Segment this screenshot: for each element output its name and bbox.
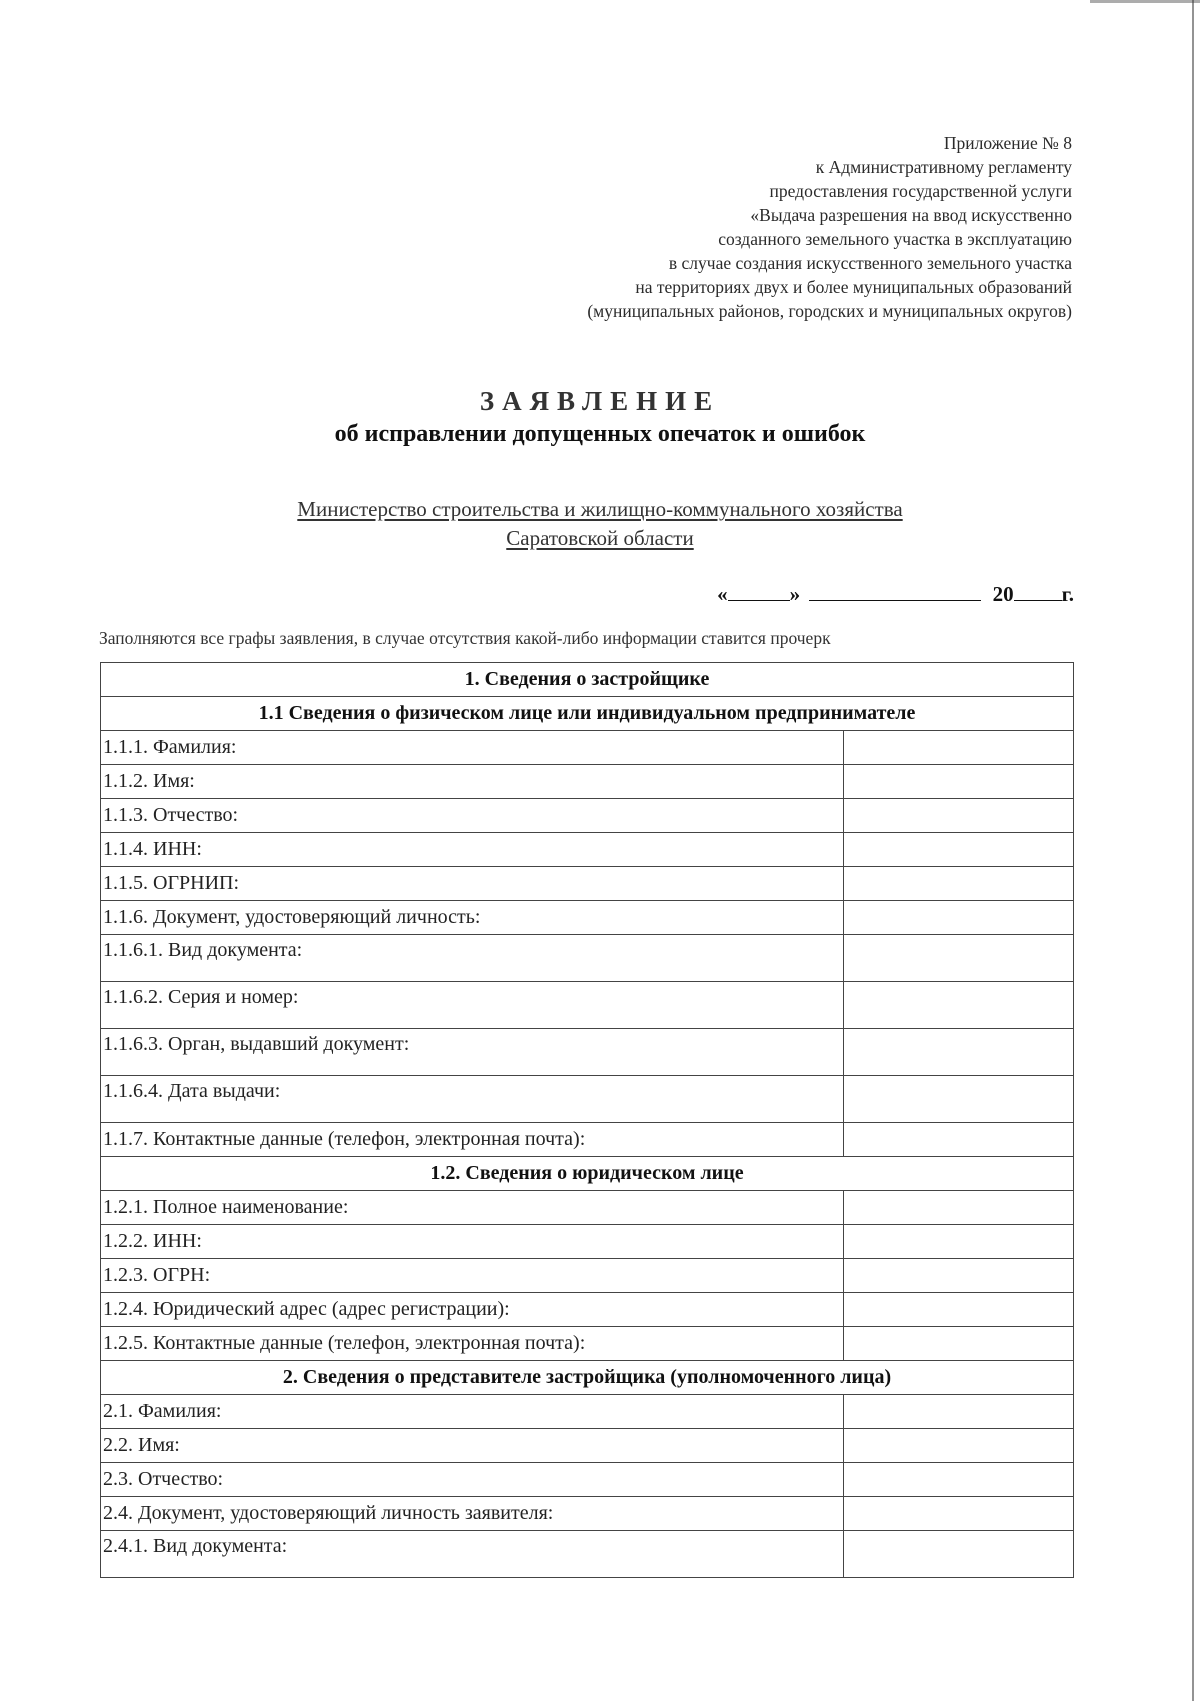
section-header-row — [101, 697, 1074, 731]
field-label: 1.1.6.4. Дата выдачи: — [101, 1076, 844, 1123]
table-row — [101, 935, 1074, 982]
date-line — [717, 582, 1074, 607]
table-row — [101, 901, 1074, 935]
field-value-cell[interactable] — [844, 1259, 1074, 1293]
field-value-cell[interactable] — [844, 1123, 1074, 1157]
field-value-cell[interactable] — [844, 765, 1074, 799]
field-label: 1.2.3. ОГРН: — [101, 1259, 844, 1293]
table-row — [101, 1225, 1074, 1259]
year-blank[interactable] — [1014, 582, 1062, 601]
field-label: 1.2.5. Контактные данные (телефон, электронная почта): — [101, 1327, 844, 1361]
table-row — [101, 1327, 1074, 1361]
table-row — [101, 1293, 1074, 1327]
appendix-line: в случае создания искусственного земельного участка — [668, 253, 1072, 273]
field-value-cell[interactable] — [844, 867, 1074, 901]
field-label: 1.1.1. Фамилия: — [101, 731, 844, 765]
table-row — [101, 1029, 1074, 1076]
section-1-title: 1. Сведения о застройщике — [101, 663, 1074, 697]
field-label: 1.1.2. Имя: — [101, 765, 844, 799]
table-row — [101, 1463, 1074, 1497]
field-label: 1.1.3. Отчество: — [101, 799, 844, 833]
field-label: 2.1. Фамилия: — [101, 1395, 844, 1429]
field-value-cell[interactable] — [844, 1327, 1074, 1361]
table-row — [101, 1395, 1074, 1429]
field-label: 1.1.5. ОГРНИП: — [101, 867, 844, 901]
section-1-1-title: 1.1 Сведения о физическом лице или индивидуальном предпринимателе — [101, 697, 1074, 731]
field-label: 1.2.2. ИНН: — [101, 1225, 844, 1259]
field-label: 1.1.6.2. Серия и номер: — [101, 982, 844, 1029]
field-value-cell[interactable] — [844, 1429, 1074, 1463]
field-value-cell[interactable] — [844, 901, 1074, 935]
table-row — [101, 982, 1074, 1029]
field-label: 1.1.7. Контактные данные (телефон, электронная почта): — [101, 1123, 844, 1157]
appendix-line: на территориях двух и более муниципальных образований — [635, 277, 1072, 297]
year-suffix: г. — [1061, 582, 1074, 606]
field-value-cell[interactable] — [844, 1293, 1074, 1327]
field-value-cell[interactable] — [844, 731, 1074, 765]
field-value-cell[interactable] — [844, 1497, 1074, 1531]
scan-edge-top — [1090, 0, 1200, 3]
field-label: 2.2. Имя: — [101, 1429, 844, 1463]
appendix-line: к Административному регламенту — [815, 157, 1072, 177]
field-value-cell[interactable] — [844, 799, 1074, 833]
field-value-cell[interactable] — [844, 935, 1074, 982]
day-blank[interactable] — [728, 582, 790, 601]
field-value-cell[interactable] — [844, 1531, 1074, 1578]
table-row — [101, 833, 1074, 867]
recipient-line-2: Саратовской области — [506, 526, 694, 550]
table-row — [101, 867, 1074, 901]
field-value-cell[interactable] — [844, 1076, 1074, 1123]
field-value-cell[interactable] — [844, 833, 1074, 867]
section-2-title: 2. Сведения о представителе застройщика (уполномоченного лица) — [101, 1361, 1074, 1395]
appendix-line: созданного земельного участка в эксплуатацию — [718, 229, 1072, 249]
table-row — [101, 1191, 1074, 1225]
field-label: 2.3. Отчество: — [101, 1463, 844, 1497]
date-close-quote: » — [789, 582, 801, 606]
appendix-line: предоставления государственной услуги — [769, 181, 1072, 201]
field-value-cell[interactable] — [844, 1395, 1074, 1429]
field-value-cell[interactable] — [844, 1225, 1074, 1259]
table-row — [101, 1123, 1074, 1157]
section-1-2-title: 1.2. Сведения о юридическом лице — [101, 1157, 1074, 1191]
section-header-row — [101, 1157, 1074, 1191]
table-row — [101, 799, 1074, 833]
recipient-block — [0, 495, 1200, 553]
section-header-row — [101, 1361, 1074, 1395]
scan-edge-right — [1192, 0, 1194, 1701]
month-blank[interactable] — [809, 582, 981, 601]
document-subtitle: об исправлении допущенных опечаток и ошибок — [334, 421, 866, 447]
field-label: 1.2.1. Полное наименование: — [101, 1191, 844, 1225]
table-row — [101, 1259, 1074, 1293]
field-label: 1.2.4. Юридический адрес (адрес регистрации): — [101, 1293, 844, 1327]
date-open-quote: « — [717, 582, 728, 606]
field-label: 1.1.6. Документ, удостоверяющий личность: — [101, 901, 844, 935]
appendix-line: «Выдача разрешения на ввод искусственно — [750, 205, 1072, 225]
field-label: 2.4. Документ, удостоверяющий личность заявителя: — [101, 1497, 844, 1531]
table-row — [101, 1076, 1074, 1123]
appendix-header — [430, 131, 1072, 323]
field-value-cell[interactable] — [844, 1029, 1074, 1076]
field-value-cell[interactable] — [844, 1463, 1074, 1497]
table-row — [101, 1497, 1074, 1531]
table-row — [101, 731, 1074, 765]
document-title: ЗАЯВЛЕНИЕ — [479, 386, 721, 416]
field-label: 1.1.4. ИНН: — [101, 833, 844, 867]
table-row — [101, 765, 1074, 799]
field-label: 1.1.6.3. Орган, выдавший документ: — [101, 1029, 844, 1076]
instruction-text: Заполняются все графы заявления, в случае отсутствия какой-либо информации ставится прочерк — [99, 628, 831, 648]
field-label: 2.4.1. Вид документа: — [101, 1531, 844, 1578]
appendix-line: (муниципальных районов, городских и муниципальных округов) — [587, 301, 1072, 321]
field-label: 1.1.6.1. Вид документа: — [101, 935, 844, 982]
field-value-cell[interactable] — [844, 1191, 1074, 1225]
section-header-row — [101, 663, 1074, 697]
field-value-cell[interactable] — [844, 982, 1074, 1029]
year-prefix: 20 — [992, 582, 1014, 606]
table-row — [101, 1531, 1074, 1578]
table-row — [101, 1429, 1074, 1463]
appendix-line: Приложение № 8 — [943, 133, 1072, 153]
application-form-table — [100, 662, 1074, 1578]
recipient-line-1: Министерство строительства и жилищно-коммунального хозяйства — [297, 497, 903, 521]
